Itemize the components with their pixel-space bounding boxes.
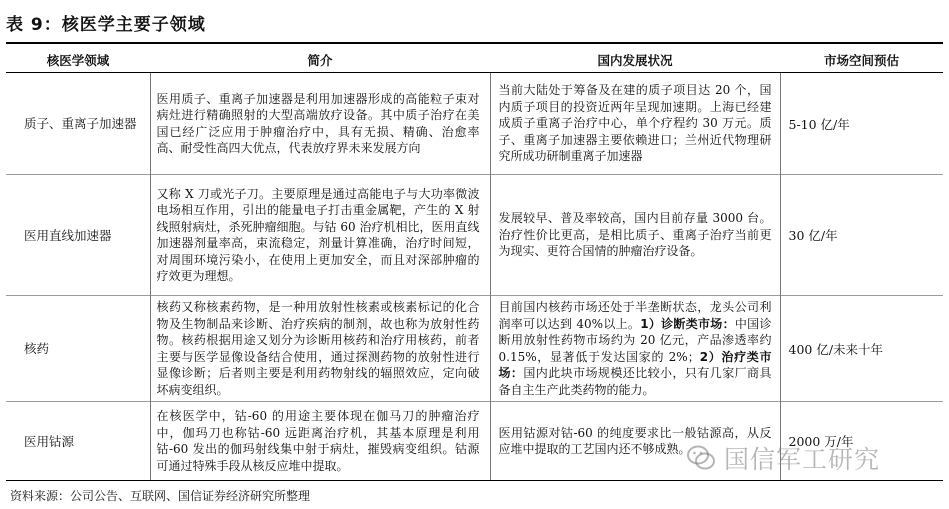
watermark-text: 国信军工研究 <box>724 445 881 474</box>
status-text: 目前国内核药市场还处于半垄断状态，龙头公司利润率可以达到 40%以上。 <box>498 300 772 331</box>
table-header-row <box>6 48 943 73</box>
status-text: 中国诊断用放射性药物市场约为 20 亿元，产品渗透率约 0.15%，显著低于发达国家的 2%； <box>498 316 772 364</box>
status-cell: 医用钴源对钴-60 的纯度要求比一般钴源高，从反应堆中提取的工艺国内还不够成熟。 <box>490 402 780 481</box>
diagnosis-market-tag: 1）诊断类市场： <box>640 316 735 331</box>
market-cell: 5-10 亿/年 <box>788 116 850 132</box>
therapy-market-tag: 2）治疗类市场： <box>498 349 772 380</box>
status-cell: 当前大陆处于筹备及在建的质子项目达 20 个，国内质子项目的投资近两年呈现加速期。上海已经建成质子重离子治疗中心，单个疗程约 30 万元。质子、重离子加速器主要依赖进口；兰州近代物理研究所成功研制重离子加速器 <box>490 73 780 175</box>
intro-cell: 医用质子、重离子加速器是利用加速器形成的高能粒子束对病灶进行精确照射的大型高端放疗设备。其中质子治疗在美国已经广泛应用于肿瘤治疗中，具有无损、精确、治愈率高、耐受性高四大优点，代表放疗界未来发展方向 <box>150 73 490 175</box>
status-cell: 发展较早、普及率较高，国内目前存量 3000 台。治疗性价比更高，是相比质子、重离子治疗当前更为现实、更符合国情的肿瘤治疗设备。 <box>490 175 780 296</box>
market-cell: 2000 万/年 <box>780 402 943 481</box>
table-row <box>6 402 943 481</box>
domain-cell: 核药 <box>6 296 150 402</box>
table-row <box>6 73 943 175</box>
intro-cell: 在核医学中，钴-60 的用途主要体现在伽马刀的肿瘤治疗中，伽玛刀也称钴-60 远距离治疗机，其基本原理是利用钴-60 发出的伽玛射线集中射于病灶，摧毁病变组织。钴源可通过特殊手段从核反应堆中提取。 <box>150 402 490 481</box>
domain-cell: 医用直线加速器 <box>6 175 150 296</box>
market-cell: 400 亿/未来十年 <box>780 296 943 402</box>
header-intro: 简介 <box>150 48 490 73</box>
status-text: 国内此块市场规模还比较小，只有几家厂商具备自主生产此类药物的能力。 <box>498 366 772 397</box>
intro-cell: 又称 X 刀或光子刀。主要原理是通过高能电子与大功率微波电场相互作用，引出的能量电子打击重金属靶，产生的 X 射线照射病灶，杀死肿瘤细胞。与钴 60 治疗机相比，医用直线加速器剂量率高，束流稳定，剂量计算准确，治疗时间短，对周围环境污染小，在使用上更加安全，而且对深部肿瘤的疗效更为理想。 <box>150 175 490 296</box>
table-top-rule <box>6 42 943 44</box>
header-domain: 核医学领域 <box>6 48 150 73</box>
table-row <box>6 175 943 296</box>
nuclear-medicine-table <box>6 48 943 481</box>
status-cell <box>490 296 780 402</box>
market-cell: 30 亿/年 <box>780 175 943 296</box>
domain-cell: 质子、重离子加速器 <box>24 116 137 131</box>
table-row <box>6 296 943 402</box>
table-title: 表 9：核医学主要子领域 <box>6 15 206 35</box>
header-status: 国内发展状况 <box>490 48 780 73</box>
source-note: 资料来源：公司公告、互联网、国信证券经济研究所整理 <box>10 489 311 503</box>
header-market: 市场空间预估 <box>780 48 943 73</box>
domain-cell: 医用钴源 <box>6 402 150 481</box>
intro-cell: 核药又称核素药物，是一种用放射性核素或核素标记的化合物及生物制品来诊断、治疗疾病的制剂，故也称为放射性药物。核药根据用途又划分为诊断用核药和治疗用核药，前者主要与医学显像设备结合使用，通过探测药物的放射性进行显像诊断；后者则主要是利用药物射线的辐照效应，定向破坏病变组织。 <box>150 296 490 402</box>
